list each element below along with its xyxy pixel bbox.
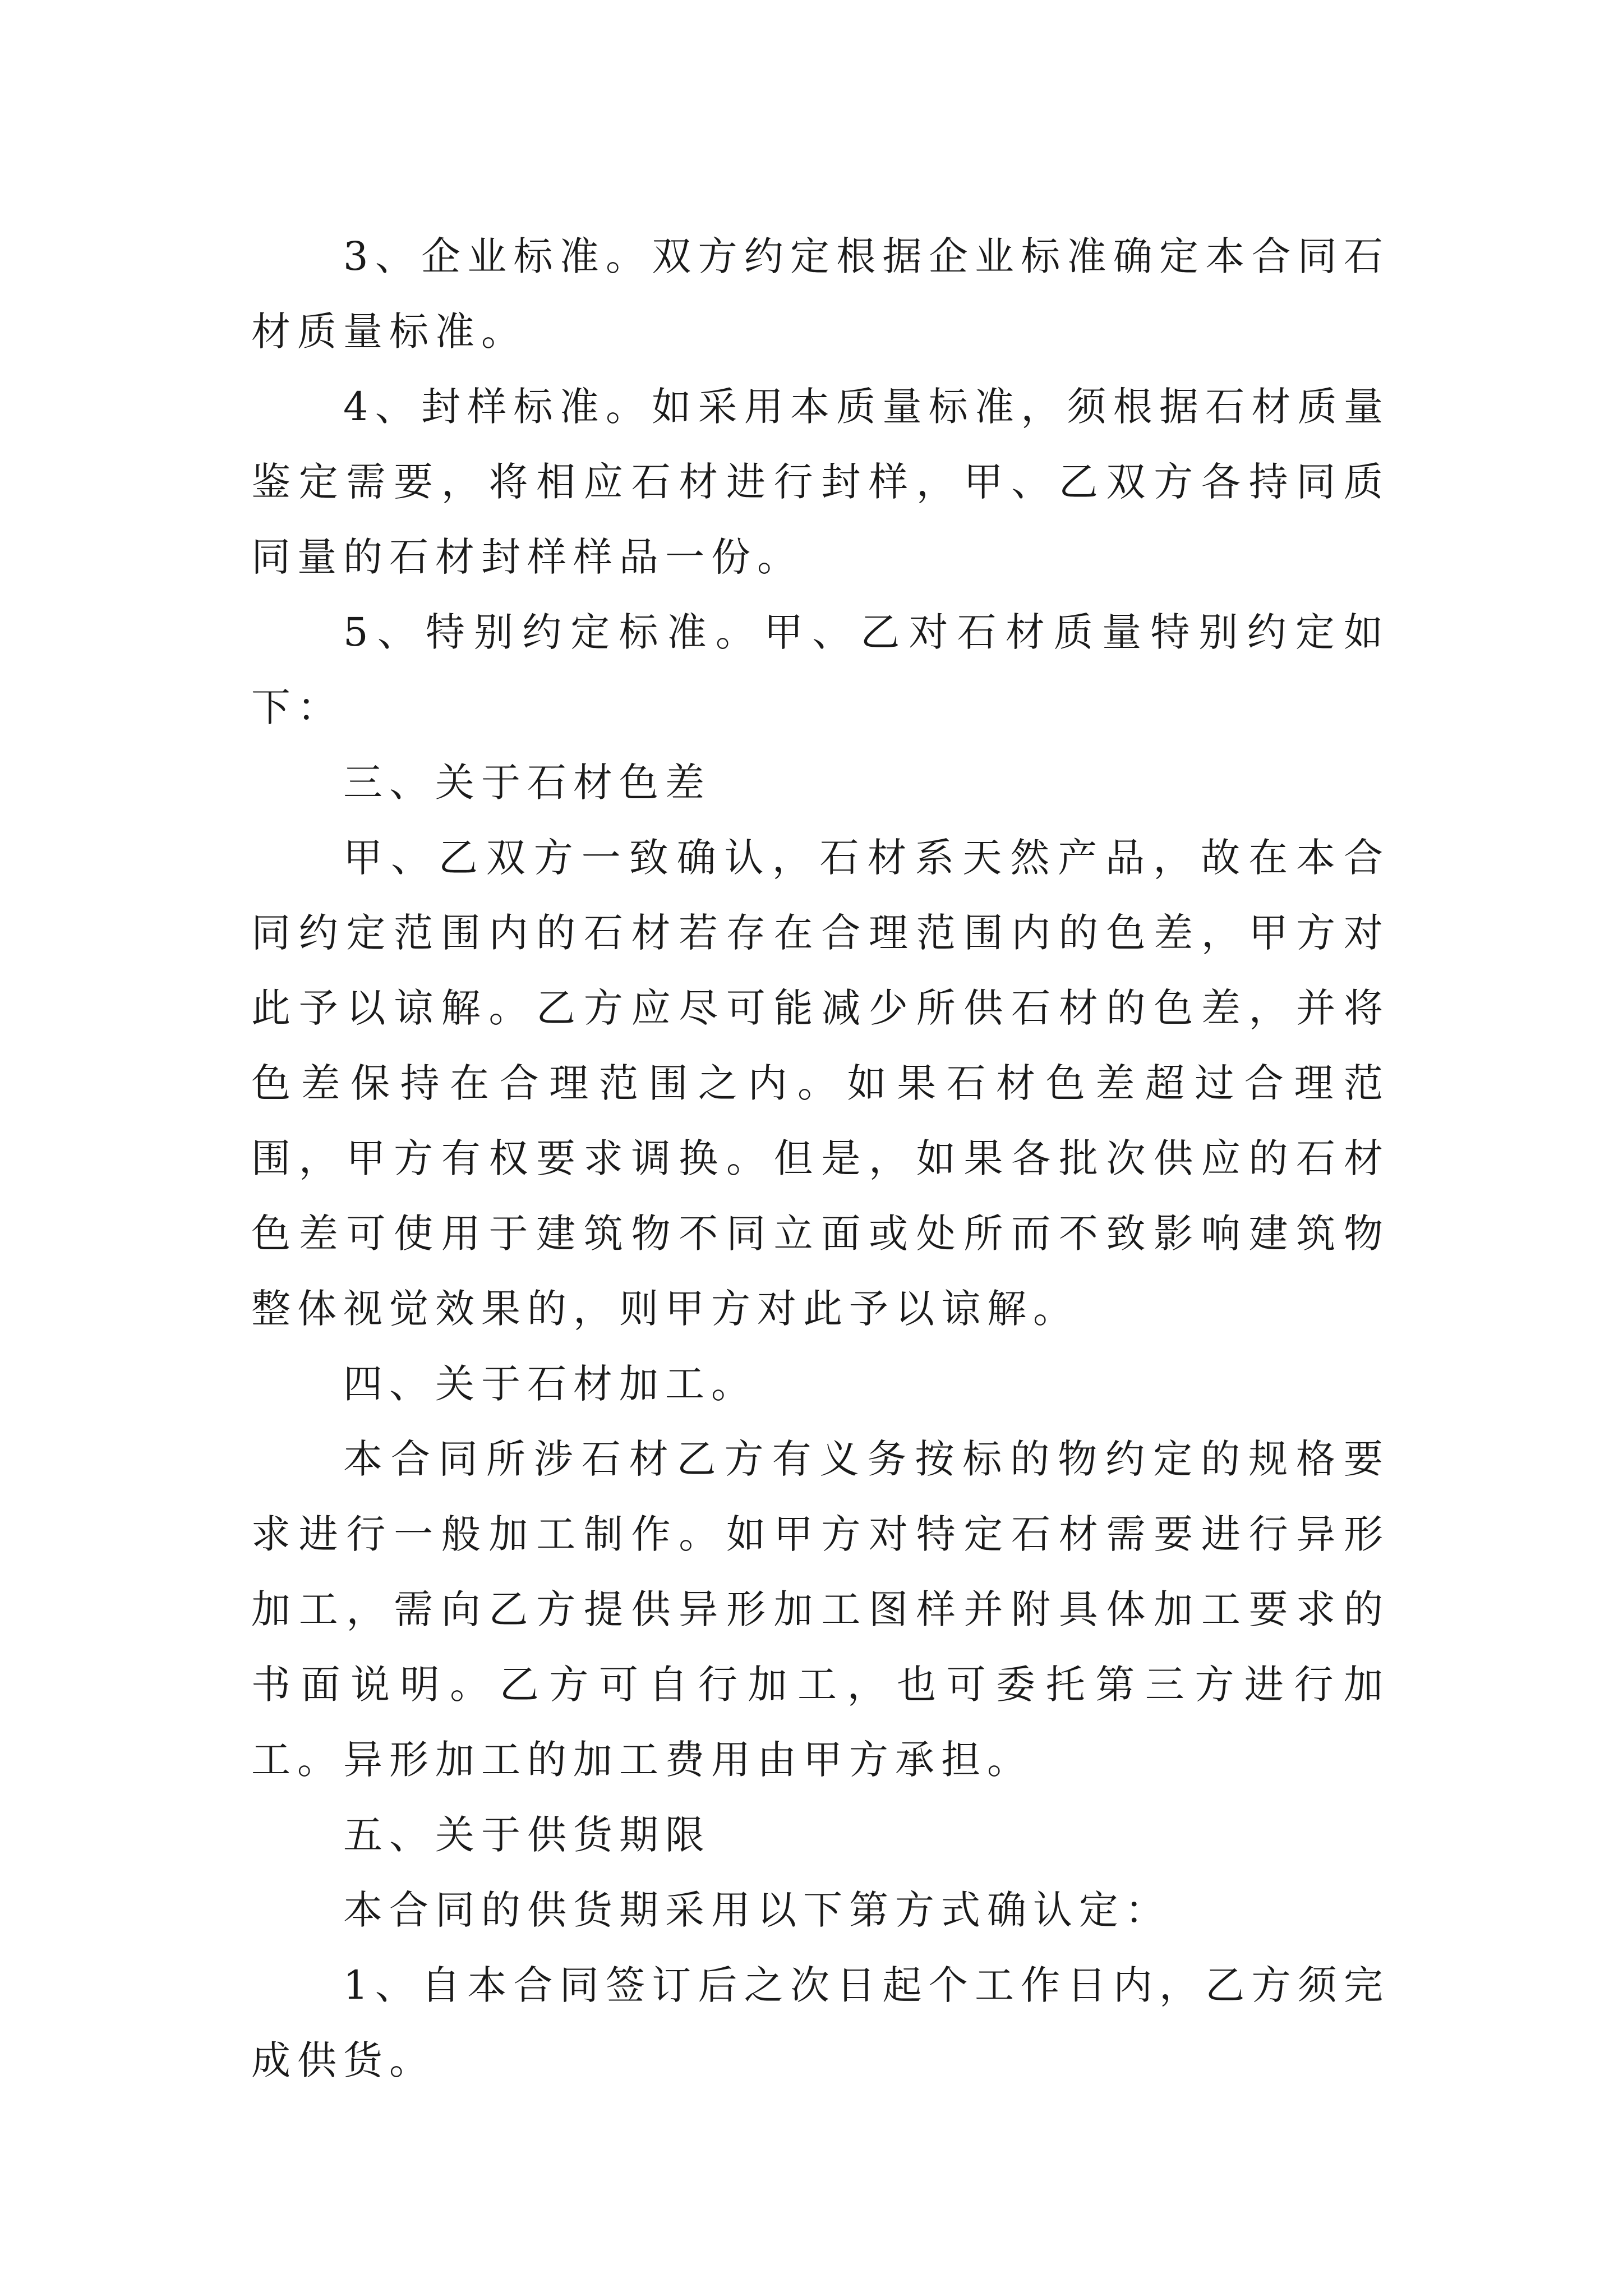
heading-color-difference: 三、关于石材色差	[343, 760, 711, 806]
paragraph-sealed-sample-standard: 4、封样标准。如采用本质量标准，须根据石材质量鉴定需要，将相应石材进行封样，甲、乙双方各持同质同量的石材封样样品一份。	[251, 384, 1390, 580]
heading-supply-period: 五、关于供货期限	[343, 1812, 711, 1858]
paragraph-supply-period-method: 本合同的供货期采用以下第方式确认定：	[343, 1887, 1171, 1933]
document-body	[251, 219, 1390, 2098]
paragraph-stone-processing: 本合同所涉石材乙方有义务按标的物约定的规格要求进行一般加工制作。如甲方对特定石材需要进行异形加工，需向乙方提供异形加工图样并附具体加工要求的书面说明。乙方可自行加工，也可委托第三方进行加工。异形加工的加工费用由甲方承担。	[251, 1436, 1390, 1783]
paragraph-special-standard: 5、特别约定标准。甲、乙对石材质量特别约定如下：	[251, 609, 1390, 730]
paragraph-color-difference: 甲、乙双方一致确认，石材系天然产品，故在本合同约定范围内的石材若存在合理范围内的色差，甲方对此予以谅解。乙方应尽可能减少所供石材的色差，并将色差保持在合理范围之内。如果石材色差超过合理范围，甲方有权要求调换。但是，如果各批次供应的石材色差可使用于建筑物不同立面或处所而不致影响建筑物整体视觉效果的，则甲方对此予以谅解。	[251, 835, 1390, 1332]
paragraph-supply-deadline: 1、自本合同签订后之次日起个工作日内，乙方须完成供货。	[251, 1962, 1390, 2083]
paragraph-enterprise-standard: 3、企业标准。双方约定根据企业标准确定本合同石材质量标准。	[251, 233, 1390, 355]
heading-stone-processing: 四、关于石材加工。	[343, 1361, 757, 1407]
